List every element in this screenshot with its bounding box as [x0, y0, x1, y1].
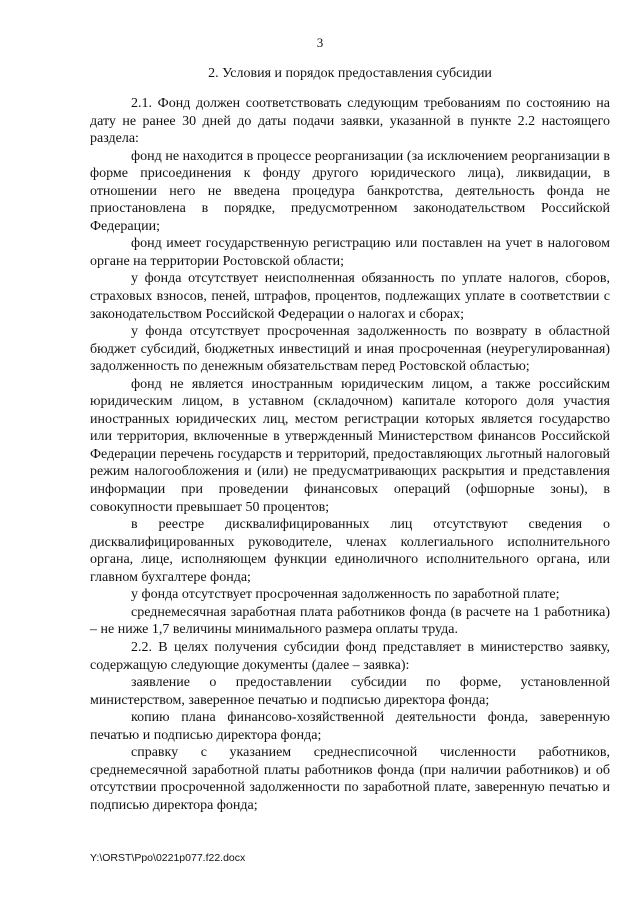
paragraph: 2.2. В целях получения субсидии фонд представляет в министерство заявку, содержащую следующие документы (далее – заявка):	[90, 639, 610, 673]
section-heading: 2. Условия и порядок предоставления субсидии	[208, 66, 492, 81]
footer-file-path: Y:\ORST\Ppo\0221p077.f22.docx	[90, 852, 246, 864]
paragraph: у фонда отсутствует просроченная задолженность по заработной плате;	[131, 587, 560, 603]
paragraph: заявление о предоставлении субсидии по форме, установленной министерством, заверенное печатью и подписью директора фонда;	[90, 675, 610, 708]
document-body	[90, 95, 610, 814]
paragraph: фонд не находится в процессе реорганизации (за исключением реорганизации в форме присоединения к фонду другого юридического лица), ликвидации, в отношении него не введена процедура банкротства, деятельность фонда не приостановлена в порядке, предусмотренном законодательством Российской Федерации;	[90, 148, 610, 234]
paragraph: справку с указанием среднесписочной численности работников, среднемесячной заработной платы работников фонда (при наличии работников) и об отсутствии просроченной задолженности по заработной плате, заверенную печатью и подписью директора фонда;	[90, 745, 610, 813]
paragraph: 2.1. Фонд должен соответствовать следующим требованиям по состоянию на дату не ранее 30 дней до даты подачи заявки, указанной в пункте 2.2 настоящего раздела:	[90, 96, 610, 147]
paragraph: у фонда отсутствует просроченная задолженность по возврату в областной бюджет субсидий, бюджетных инвестиций и иная просроченная (неурегулированная) задолженность по денежным обязательствам перед Ростовской областью;	[90, 324, 610, 375]
paragraph: в реестре дисквалифицированных лиц отсутствуют сведения о дисквалифицированных руководителе, членах коллегиального исполнительного органа, лице, исполняющем функции единоличного исполнительного органа, или главном бухгалтере фонда;	[90, 517, 610, 585]
paragraph: копию плана финансово-хозяйственной деятельности фонда, заверенную печатью и подписью директора фонда;	[90, 710, 610, 743]
page-number: 3	[316, 35, 324, 50]
paragraph: фонд не является иностранным юридическим лицом, а также российским юридическим лицом, в уставном (складочном) капитале которого доля участия иностранных юридических лиц, местом регистрации которых является государство или территория, включенные в утвержденный Министерством финансов Российской Федерации перечень государств и территорий, предоставляющих льготный налоговый режим налогообложения и (или) не предусматривающих раскрытия и представления информации при проведении финансовых операций (офшорные зоны), в совокупности превышает 50 процентов;	[90, 376, 610, 515]
paragraph: у фонда отсутствует неисполненная обязанность по уплате налогов, сборов, страховых взносов, пеней, штрафов, процентов, подлежащих уплате в соответствии с законодательством Российской Федерации о налогах и сборах;	[90, 271, 610, 322]
paragraph: среднемесячная заработная плата работников фонда (в расчете на 1 работника) – не ниже 1,7 величины минимального размера оплаты труда.	[90, 604, 610, 638]
paragraph: фонд имеет государственную регистрацию или поставлен на учет в налоговом органе на территории Ростовской области;	[90, 236, 610, 269]
